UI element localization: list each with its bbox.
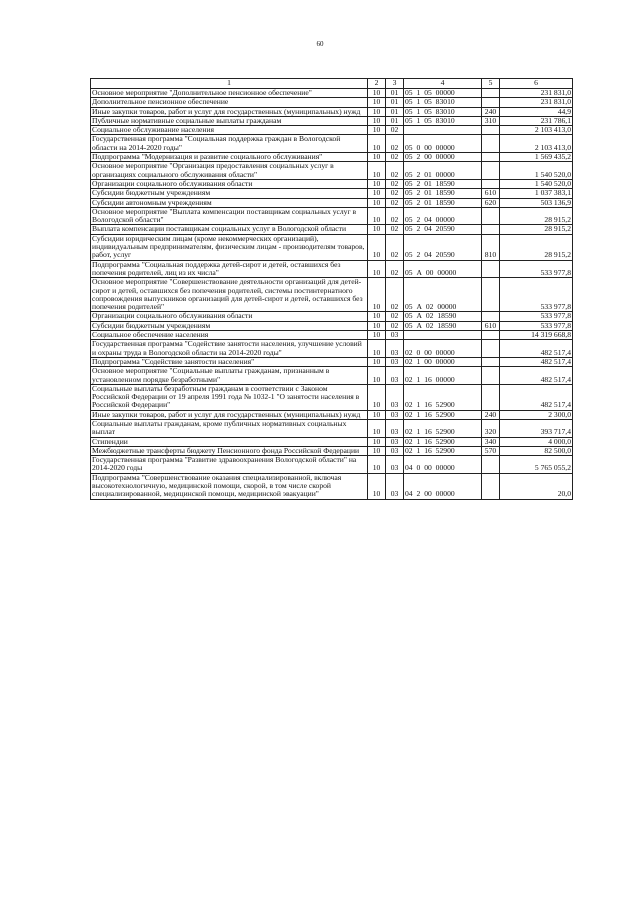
row-amount-cell: 503 136,9 (500, 198, 573, 207)
row-target-article-cell: 02 1 16 52900 (404, 419, 482, 437)
row-target-article-cell: 02 1 16 52900 (404, 446, 482, 455)
table-row (91, 135, 573, 153)
table-row (91, 456, 573, 474)
row-section-cell: 10 (368, 116, 386, 125)
row-subsection-cell: 01 (386, 89, 404, 98)
row-expense-type-cell: 810 (482, 234, 500, 260)
row-target-article-cell (404, 331, 482, 340)
row-expense-type-cell (482, 456, 500, 474)
header-col-4: 4 (404, 79, 482, 89)
table-body (91, 89, 573, 500)
table-row (91, 207, 573, 225)
row-subsection-cell: 02 (386, 126, 404, 135)
row-subsection-cell: 02 (386, 225, 404, 234)
row-name-cell: Государственная программа "Содействие занятости населения, улучшение условий и охраны труда в Вологодской области на 2014-2020 годы" (91, 340, 368, 358)
row-name-cell: Субсидии бюджетным учреждениям (91, 189, 368, 198)
row-name-cell: Социальные выплаты безработным гражданам в соответствии с Законом Российской Федерации от 19 апреля 1991 года № 1032-1 "О занятости населения в Российской Федерации" (91, 384, 368, 410)
row-target-article-cell: 05 1 05 83010 (404, 98, 482, 107)
row-expense-type-cell (482, 89, 500, 98)
row-expense-type-cell: 610 (482, 189, 500, 198)
table-row (91, 116, 573, 125)
row-name-cell: Государственная программа "Социальная поддержка граждан в Вологодской области на 2014-2020 годы" (91, 135, 368, 153)
row-amount-cell: 231 786,1 (500, 116, 573, 125)
row-section-cell: 10 (368, 340, 386, 358)
row-section-cell: 10 (368, 437, 386, 446)
row-amount-cell: 82 500,0 (500, 446, 573, 455)
row-subsection-cell: 03 (386, 419, 404, 437)
row-subsection-cell: 03 (386, 437, 404, 446)
row-expense-type-cell (482, 331, 500, 340)
row-section-cell: 10 (368, 89, 386, 98)
row-name-cell: Дополнительное пенсионное обеспечение (91, 98, 368, 107)
row-section-cell: 10 (368, 384, 386, 410)
row-name-cell: Субсидии юридическим лицам (кроме некоммерческих организаций), индивидуальным предпринимателям, физическим лицам - производителям товаров, работ, услуг (91, 234, 368, 260)
row-subsection-cell: 03 (386, 410, 404, 419)
table-row (91, 321, 573, 330)
row-target-article-cell: 04 0 00 00000 (404, 456, 482, 474)
row-subsection-cell: 03 (386, 331, 404, 340)
row-target-article-cell: 05 2 04 00000 (404, 207, 482, 225)
row-expense-type-cell (482, 340, 500, 358)
row-amount-cell: 533 977,8 (500, 278, 573, 312)
row-subsection-cell: 03 (386, 456, 404, 474)
row-subsection-cell: 02 (386, 321, 404, 330)
header-row (91, 79, 573, 89)
row-amount-cell: 533 977,8 (500, 321, 573, 330)
row-section-cell: 10 (368, 198, 386, 207)
row-amount-cell: 28 915,2 (500, 207, 573, 225)
row-section-cell: 10 (368, 189, 386, 198)
row-subsection-cell: 02 (386, 260, 404, 278)
row-name-cell: Социальное обеспечение населения (91, 331, 368, 340)
table-row (91, 384, 573, 410)
row-subsection-cell: 02 (386, 234, 404, 260)
row-amount-cell: 1 569 435,2 (500, 153, 573, 162)
row-target-article-cell: 05 1 05 83010 (404, 107, 482, 116)
header-col-1: 1 (91, 79, 368, 89)
row-target-article-cell: 05 2 01 18590 (404, 189, 482, 198)
row-name-cell: Иные закупки товаров, работ и услуг для государственных (муниципальных) нужд (91, 410, 368, 419)
row-section-cell: 10 (368, 278, 386, 312)
row-section-cell: 10 (368, 107, 386, 116)
row-section-cell: 10 (368, 126, 386, 135)
row-subsection-cell: 01 (386, 98, 404, 107)
table-row (91, 153, 573, 162)
row-subsection-cell: 02 (386, 312, 404, 321)
row-name-cell: Подпрограмма "Содействие занятости населения" (91, 357, 368, 366)
row-subsection-cell: 03 (386, 446, 404, 455)
row-target-article-cell: 05 2 01 00000 (404, 162, 482, 180)
row-name-cell: Основное мероприятие "Дополнительное пенсионное обеспечение" (91, 89, 368, 98)
row-expense-type-cell (482, 312, 500, 321)
row-subsection-cell: 02 (386, 179, 404, 188)
table-row (91, 278, 573, 312)
row-expense-type-cell (482, 126, 500, 135)
row-name-cell: Выплата компенсации поставщикам социальных услуг в Вологодской области (91, 225, 368, 234)
row-subsection-cell: 03 (386, 340, 404, 358)
row-section-cell: 10 (368, 179, 386, 188)
row-section-cell: 10 (368, 225, 386, 234)
row-subsection-cell: 03 (386, 473, 404, 499)
row-name-cell: Подпрограмма "Совершенствование оказания специализированной, включая высокотехнологичную, медицинской помощи, скорой, в том числе скорой специализированной, медицинской помощи, медицинской эвакуации" (91, 473, 368, 499)
row-name-cell: Субсидии бюджетным учреждениям (91, 321, 368, 330)
row-amount-cell: 533 977,8 (500, 312, 573, 321)
row-target-article-cell: 02 0 00 00000 (404, 340, 482, 358)
row-name-cell: Межбюджетные трансферты бюджету Пенсионного фонда Российской Федерации (91, 446, 368, 455)
row-name-cell: Публичные нормативные социальные выплаты гражданам (91, 116, 368, 125)
table-row (91, 126, 573, 135)
table-row (91, 357, 573, 366)
row-amount-cell: 231 831,0 (500, 98, 573, 107)
row-name-cell: Организации социального обслуживания области (91, 179, 368, 188)
row-amount-cell: 28 915,2 (500, 234, 573, 260)
table-row (91, 260, 573, 278)
header-col-2: 2 (368, 79, 386, 89)
table-header (91, 79, 573, 89)
row-section-cell: 10 (368, 446, 386, 455)
table-row (91, 225, 573, 234)
row-target-article-cell: 05 0 00 00000 (404, 135, 482, 153)
row-section-cell: 10 (368, 357, 386, 366)
row-target-article-cell: 05 2 04 20590 (404, 225, 482, 234)
row-section-cell: 10 (368, 367, 386, 385)
row-subsection-cell: 03 (386, 384, 404, 410)
row-expense-type-cell: 620 (482, 198, 500, 207)
row-expense-type-cell: 610 (482, 321, 500, 330)
table-row (91, 234, 573, 260)
row-target-article-cell: 02 1 16 00000 (404, 367, 482, 385)
row-amount-cell: 20,0 (500, 473, 573, 499)
row-name-cell: Государственная программа "Развитие здравоохранения Вологодской области" на 2014-2020 годы (91, 456, 368, 474)
row-section-cell: 10 (368, 410, 386, 419)
row-section-cell: 10 (368, 312, 386, 321)
row-section-cell: 10 (368, 456, 386, 474)
row-expense-type-cell (482, 98, 500, 107)
row-expense-type-cell: 240 (482, 107, 500, 116)
row-name-cell: Субсидии автономным учреждениям (91, 198, 368, 207)
row-subsection-cell: 02 (386, 278, 404, 312)
row-target-article-cell: 05 2 00 00000 (404, 153, 482, 162)
row-target-article-cell: 05 А 02 18590 (404, 321, 482, 330)
row-amount-cell: 393 717,4 (500, 419, 573, 437)
header-col-6: 6 (500, 79, 573, 89)
row-target-article-cell: 05 А 00 00000 (404, 260, 482, 278)
row-target-article-cell: 05 А 02 00000 (404, 278, 482, 312)
row-amount-cell: 1 540 520,0 (500, 179, 573, 188)
table-row (91, 98, 573, 107)
row-expense-type-cell (482, 357, 500, 366)
row-section-cell: 10 (368, 153, 386, 162)
row-target-article-cell: 05 2 04 20590 (404, 234, 482, 260)
row-subsection-cell: 02 (386, 162, 404, 180)
table-row (91, 367, 573, 385)
row-expense-type-cell: 570 (482, 446, 500, 455)
header-col-5: 5 (482, 79, 500, 89)
row-subsection-cell: 03 (386, 367, 404, 385)
row-section-cell: 10 (368, 234, 386, 260)
table-row (91, 473, 573, 499)
row-section-cell: 10 (368, 419, 386, 437)
table-row (91, 410, 573, 419)
row-section-cell: 10 (368, 321, 386, 330)
table-row (91, 419, 573, 437)
row-subsection-cell: 02 (386, 189, 404, 198)
row-section-cell: 10 (368, 473, 386, 499)
row-expense-type-cell (482, 473, 500, 499)
row-expense-type-cell (482, 278, 500, 312)
row-amount-cell: 482 517,4 (500, 357, 573, 366)
row-amount-cell: 482 517,4 (500, 367, 573, 385)
row-target-article-cell: 04 2 00 00000 (404, 473, 482, 499)
row-target-article-cell: 05 1 05 83010 (404, 116, 482, 125)
row-target-article-cell: 02 1 00 00000 (404, 357, 482, 366)
row-expense-type-cell (482, 384, 500, 410)
row-section-cell: 10 (368, 98, 386, 107)
row-subsection-cell: 02 (386, 153, 404, 162)
header-col-3: 3 (386, 79, 404, 89)
row-amount-cell: 533 977,8 (500, 260, 573, 278)
row-amount-cell: 482 517,4 (500, 384, 573, 410)
row-amount-cell: 5 765 055,2 (500, 456, 573, 474)
table-row (91, 312, 573, 321)
row-subsection-cell: 01 (386, 107, 404, 116)
row-target-article-cell: 05 А 02 18590 (404, 312, 482, 321)
row-name-cell: Социальное обслуживание населения (91, 126, 368, 135)
row-section-cell: 10 (368, 162, 386, 180)
row-subsection-cell: 02 (386, 135, 404, 153)
row-expense-type-cell: 310 (482, 116, 500, 125)
budget-table (90, 78, 573, 500)
row-name-cell: Социальные выплаты гражданам, кроме публичных нормативных социальных выплат (91, 419, 368, 437)
row-target-article-cell (404, 126, 482, 135)
row-amount-cell: 2 103 413,0 (500, 126, 573, 135)
table-row (91, 198, 573, 207)
table-row (91, 162, 573, 180)
row-name-cell: Иные закупки товаров, работ и услуг для государственных (муниципальных) нужд (91, 107, 368, 116)
table-row (91, 446, 573, 455)
row-amount-cell: 1 037 383,1 (500, 189, 573, 198)
row-expense-type-cell (482, 225, 500, 234)
row-target-article-cell: 05 2 01 18590 (404, 198, 482, 207)
table-row (91, 107, 573, 116)
row-target-article-cell: 05 2 01 18590 (404, 179, 482, 188)
row-target-article-cell: 02 1 16 52900 (404, 384, 482, 410)
table-row (91, 179, 573, 188)
table-row (91, 89, 573, 98)
row-amount-cell: 231 831,0 (500, 89, 573, 98)
row-expense-type-cell (482, 179, 500, 188)
row-name-cell: Основное мероприятие "Социальные выплаты гражданам, признанным в установленном порядке безработными" (91, 367, 368, 385)
row-amount-cell: 482 517,4 (500, 340, 573, 358)
row-name-cell: Стипендии (91, 437, 368, 446)
row-amount-cell: 4 000,0 (500, 437, 573, 446)
row-section-cell: 10 (368, 260, 386, 278)
row-subsection-cell: 01 (386, 116, 404, 125)
row-expense-type-cell (482, 153, 500, 162)
row-name-cell: Подпрограмма "Социальная поддержка детей-сирот и детей, оставшихся без попечения родителей, лиц из их числа" (91, 260, 368, 278)
row-name-cell: Основное мероприятие "Организация предоставления социальных услуг в организациях социального обслуживания области" (91, 162, 368, 180)
row-expense-type-cell: 340 (482, 437, 500, 446)
row-amount-cell: 2 300,0 (500, 410, 573, 419)
row-subsection-cell: 03 (386, 357, 404, 366)
row-expense-type-cell (482, 260, 500, 278)
table-row (91, 340, 573, 358)
row-amount-cell: 2 103 413,0 (500, 135, 573, 153)
table-row (91, 331, 573, 340)
row-target-article-cell: 05 1 05 00000 (404, 89, 482, 98)
row-name-cell: Организации социального обслуживания области (91, 312, 368, 321)
page-number: 60 (316, 40, 324, 48)
row-target-article-cell: 02 1 16 52900 (404, 437, 482, 446)
row-amount-cell: 28 915,2 (500, 225, 573, 234)
row-amount-cell: 1 540 520,0 (500, 162, 573, 180)
row-name-cell: Основное мероприятие "Выплата компенсации поставщикам социальных услуг в Вологодской области" (91, 207, 368, 225)
row-expense-type-cell: 320 (482, 419, 500, 437)
row-amount-cell: 14 319 668,8 (500, 331, 573, 340)
row-expense-type-cell (482, 162, 500, 180)
row-name-cell: Основное мероприятие "Совершенствование деятельности организаций для детей-сирот и детей, оставшихся без попечения родителей, системы постинтернатного сопровождения выпускников организаций для детей-сирот и детей, оставшихся без попечения родителей" (91, 278, 368, 312)
row-expense-type-cell (482, 135, 500, 153)
row-subsection-cell: 02 (386, 207, 404, 225)
table-row (91, 437, 573, 446)
row-amount-cell: 44,9 (500, 107, 573, 116)
row-expense-type-cell: 240 (482, 410, 500, 419)
row-name-cell: Подпрограмма "Модернизация и развитие социального обслуживания" (91, 153, 368, 162)
row-section-cell: 10 (368, 207, 386, 225)
row-section-cell: 10 (368, 135, 386, 153)
table-row (91, 189, 573, 198)
row-expense-type-cell (482, 367, 500, 385)
row-target-article-cell: 02 1 16 52900 (404, 410, 482, 419)
row-section-cell: 10 (368, 331, 386, 340)
row-expense-type-cell (482, 207, 500, 225)
row-subsection-cell: 02 (386, 198, 404, 207)
